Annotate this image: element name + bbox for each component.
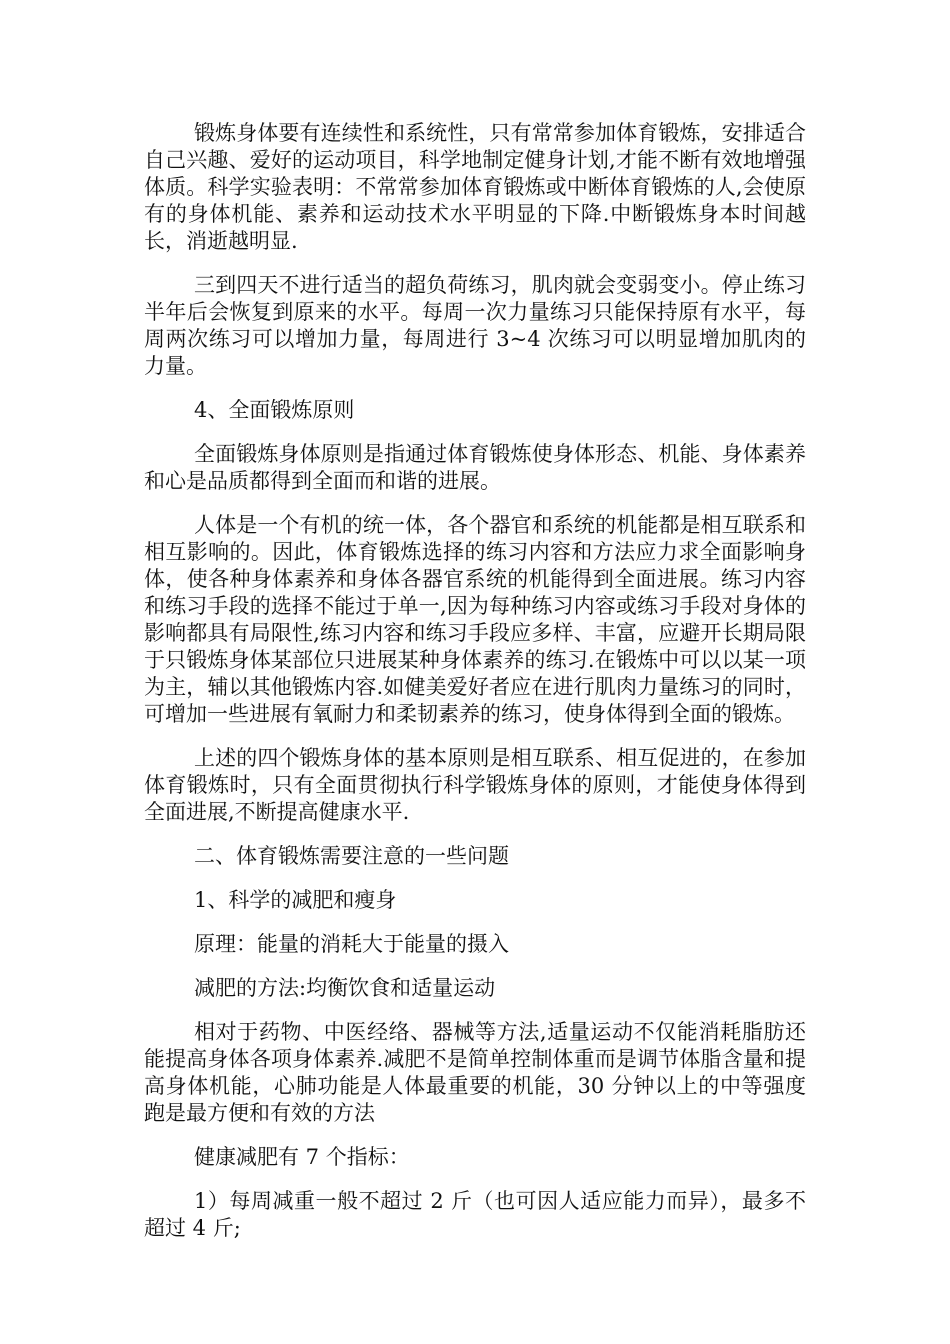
paragraph-exercise-benefits: 相对于药物、中医经络、器械等方法,适量运动不仅能消耗脂肪还能提高身体各项身体素养.减肥不是简单控制体重而是调节体脂含量和提高身体机能，心肺功能是人体最重要的机能，30 分钟以上的中等强度跑是最方便和有效的方法 bbox=[144, 1020, 806, 1125]
document-page bbox=[144, 120, 806, 1259]
paragraph-four-principles: 上述的四个锻炼身体的基本原则是相互联系、相互促进的，在参加体育锻炼时，只有全面贯彻执行科学锻炼身体的原则，才能使身体得到全面进展,不断提高健康水平. bbox=[144, 746, 806, 824]
paragraph-principle: 原理：能量的消耗大于能量的摄入 bbox=[194, 932, 509, 956]
paragraph-method: 减肥的方法:均衡饮食和适量运动 bbox=[194, 976, 496, 1000]
paragraph-indicator-one: 1）每周减重一般不超过 2 斤（也可因人适应能力而异），最多不超过 4 斤; bbox=[144, 1189, 806, 1240]
heading-comprehensive-principle: 4、全面锻炼原则 bbox=[194, 398, 355, 422]
paragraph-overload: 三到四天不进行适当的超负荷练习，肌肉就会变弱变小。停止练习半年后会恢复到原来的水平。每周一次力量练习只能保持原有水平，每周两次练习可以增加力量，每周进行 3~4 次练习可以明显增加肌肉的力量。 bbox=[144, 273, 806, 378]
heading-weight-loss: 1、科学的减肥和瘦身 bbox=[194, 888, 397, 912]
paragraph-comprehensive-definition: 全面锻炼身体原则是指通过体育锻炼使身体形态、机能、身体素养和心是品质都得到全面而和谐的进展。 bbox=[144, 442, 806, 493]
paragraph-seven-indicators: 健康减肥有 7 个指标： bbox=[194, 1145, 410, 1169]
paragraph-continuity: 锻炼身体要有连续性和系统性，只有常常参加体育锻炼，安排适合自己兴趣、爱好的运动项目，科学地制定健身计划,才能不断有效地增强体质。科学实验表明：不常常参加体育锻炼或中断体育锻炼的人,会使原有的身体机能、素养和运动技术水平明显的下降.中断锻炼身本时间越长，消逝越明显. bbox=[144, 121, 806, 253]
heading-section-two: 二、体育锻炼需要注意的一些问题 bbox=[194, 844, 509, 868]
paragraph-organic-whole: 人体是一个有机的统一体，各个器官和系统的机能都是相互联系和相互影响的。因此，体育锻炼选择的练习内容和方法应力求全面影响身体，使各种身体素养和身体各器官系统的机能得到全面进展。练习内容和练习手段的选择不能过于单一,因为每种练习内容或练习手段对身体的影响都具有局限性,练习内容和练习手段应多样、丰富，应避开长期局限于只锻炼身体某部位只进展某种身体素养的练习.在锻炼中可以以某一项为主，辅以其他锻炼内容.如健美爱好者应在进行肌肉力量练习的同时，可增加一些进展有氧耐力和柔韧素养的练习，使身体得到全面的锻炼。 bbox=[144, 513, 806, 726]
